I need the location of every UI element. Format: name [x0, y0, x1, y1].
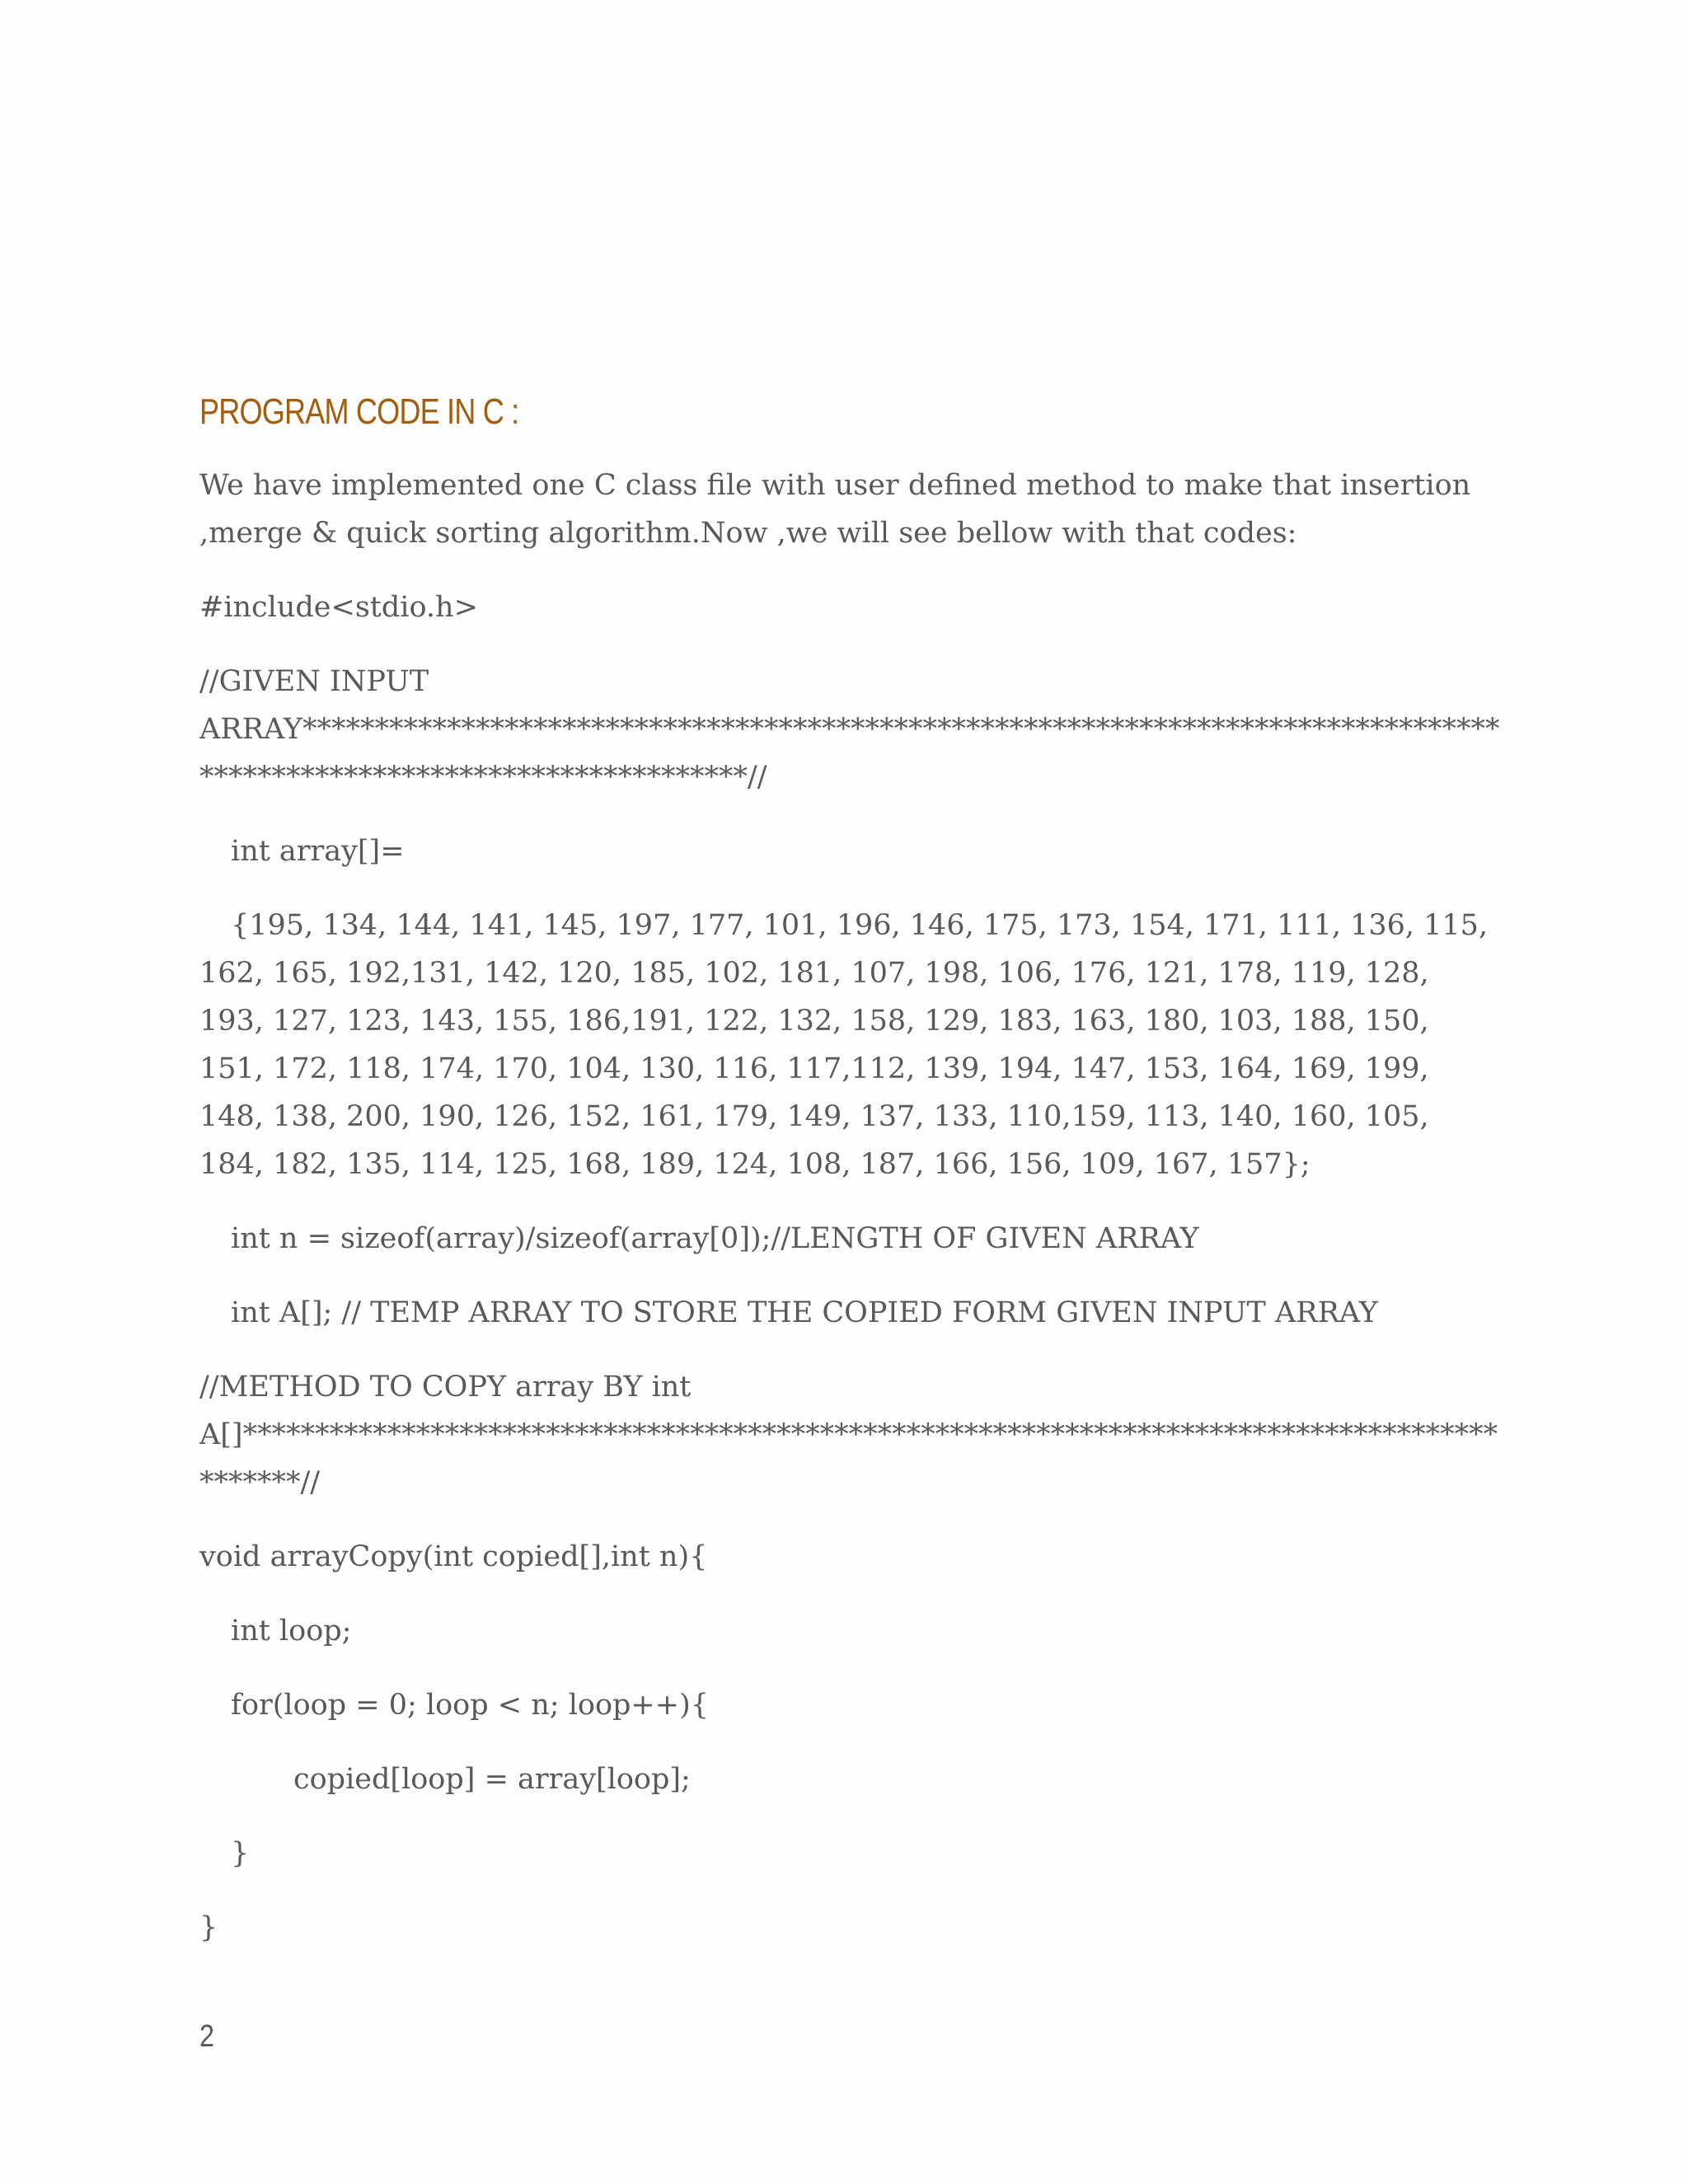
section-heading: PROGRAM CODE IN C : — [199, 391, 519, 432]
page-number: 2 — [199, 2019, 214, 2054]
code-loop-body: copied[loop] = array[loop]; — [293, 1763, 691, 1796]
code-length-line: int n = sizeof(array)/sizeof(array[0]);//LENGTH OF GIVEN ARRAY — [231, 1222, 1199, 1255]
code-loop-declaration: int loop; — [231, 1615, 352, 1647]
code-function-signature: void arrayCopy(int copied[],int n){ — [199, 1540, 708, 1573]
code-close-inner-brace: } — [231, 1837, 250, 1870]
intro-paragraph: We have implemented one C class file with user defined method to make that insertion ,merge & quick sorting algorithm.Now ,we will see bellow with that codes: — [199, 469, 1471, 550]
code-include-line: #include<stdio.h> — [199, 591, 478, 624]
code-comment-copy-method: //METHOD TO COPY array BY int A[]**********************************************************************************************// — [199, 1371, 1498, 1499]
code-array-values: {195, 134, 144, 141, 145, 197, 177, 101, 196, 146, 175, 173, 154, 171, 111, 136, 115, 162, 165, 192,131, 142, 120, 185, 102, 181, 107, 198, 106, 176, 121, 178, 119, 128, 193, 127, 123, 143, 155, 186,191, 122, 132, 158, 129, 183, 163, 180, 103, 188, 150, 151, 172, 118, 174, 170, 104, 130, 116, 117,112, 139, 194, 147, 153, 164, 169, 199, 148, 138, 200, 190, 126, 152, 161, 179, 149, 137, 133, 110,159, 113, 140, 160, 105, 184, 182, 135, 114, 125, 168, 189, 124, 108, 187, 166, 156, 109, 167, 157}; — [199, 909, 1489, 1181]
code-array-declaration: int array[]= — [231, 835, 405, 868]
code-close-outer-brace: } — [199, 1911, 218, 1944]
code-for-line: for(loop = 0; loop < n; loop++){ — [231, 1689, 710, 1722]
document-page — [199, 387, 1502, 1978]
code-comment-input-array: //GIVEN INPUT ARRAY*************************************************************************************************************************// — [199, 665, 1500, 794]
code-temp-array-line: int A[]; // TEMP ARRAY TO STORE THE COPIED FORM GIVEN INPUT ARRAY — [231, 1296, 1378, 1329]
